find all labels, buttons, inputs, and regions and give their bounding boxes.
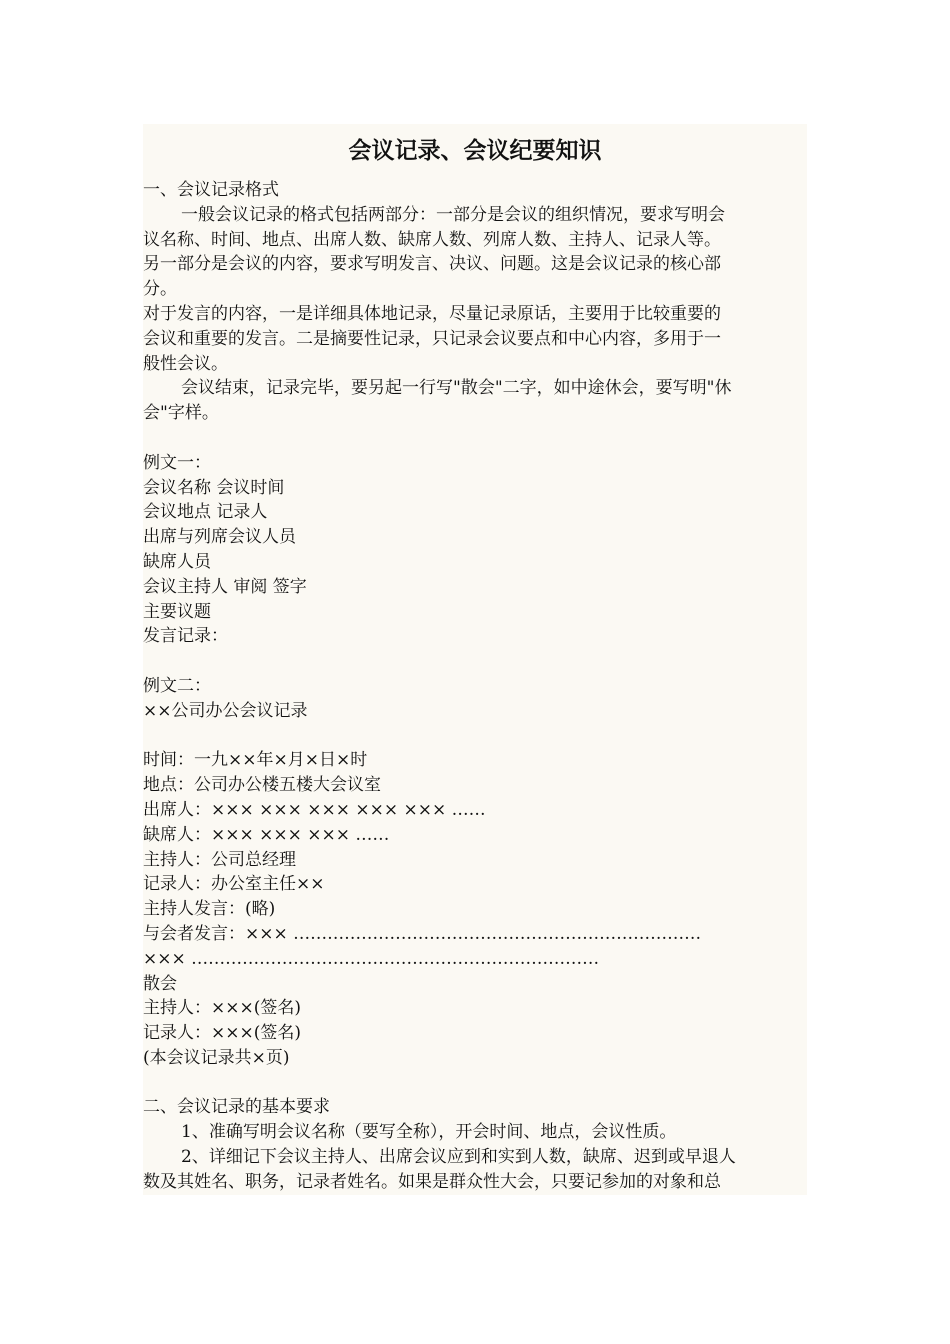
text-line: 会议结束，记录完毕，要另起一行写"散会"二字，如中途休会，要写明"休 (181, 378, 732, 399)
text-line: ××公司办公会议记录 (143, 700, 308, 721)
text-line: 主要议题 (143, 601, 211, 622)
text-line: 例文二： (143, 675, 211, 696)
text-line: 一、会议记录格式 (143, 180, 279, 200)
text-line: 记录人：办公室主任×× (143, 874, 325, 895)
text-line: 时间：一九××年×月×日×时 (143, 750, 368, 771)
text-line: 二、会议记录的基本要求 (143, 1097, 330, 1118)
text-line: 主持人：×××(签名) (143, 998, 301, 1019)
text-line: 例文一： (143, 452, 211, 473)
text-line: 主持人发言：(略) (143, 899, 276, 920)
text-line: 2、详细记下会议主持人、出席会议应到和实到人数，缺席、迟到或早退人 (181, 1147, 736, 1168)
text-line: 会议名称 会议时间 (143, 477, 285, 498)
text-line: 对于发言的内容，一是详细具体地记录，尽量记录原话，主要用于比较重要的 (143, 303, 721, 324)
document-title: 会议记录、会议纪要知识 (348, 138, 602, 164)
text-line: 分。 (143, 279, 177, 300)
text-line: (本会议记录共×页) (143, 1047, 290, 1068)
text-line: 会议主持人 审阅 签字 (143, 576, 307, 597)
text-line: 主持人：公司总经理 (143, 849, 296, 870)
text-line: 会"字样。 (143, 403, 219, 424)
document-body (143, 178, 807, 1195)
blank-line (143, 724, 807, 749)
text-line: 会议和重要的发言。二是摘要性记录，只记录会议要点和中心内容，多用于一 (143, 328, 721, 349)
text-line: 发言记录： (143, 626, 228, 647)
text-line: 记录人：×××(签名) (143, 1023, 301, 1044)
text-line: 会议地点 记录人 (143, 502, 268, 523)
text-line: 1、准确写明会议名称（要写全称），开会时间、地点，会议性质。 (181, 1122, 677, 1143)
text-line: 出席人：××× ××× ××× ××× ××× …… (143, 799, 486, 820)
text-line: 地点：公司办公楼五楼大会议室 (143, 775, 381, 796)
text-line: 般性会议。 (143, 353, 228, 374)
text-line: 议名称、时间、地点、出席人数、缺席人数、列席人数、主持人、记录人等。 (143, 229, 721, 250)
text-line: 散会 (143, 973, 177, 994)
text-line: 出席与列席会议人员 (143, 527, 296, 548)
text-line: 缺席人员 (143, 551, 211, 572)
text-line: 数及其姓名、职务，记录者姓名。如果是群众性大会，只要记参加的对象和总 (143, 1171, 721, 1192)
text-line: ××× ……………………………………………………………… (143, 948, 600, 969)
blank-line (143, 426, 807, 451)
text-line: 与会者发言：××× ……………………………………………………………… (143, 923, 702, 944)
document-page (143, 124, 807, 1195)
text-line: 另一部分是会议的内容，要求写明发言、决议、问题。这是会议记录的核心部 (143, 254, 721, 275)
blank-line (143, 1071, 807, 1096)
blank-line (143, 649, 807, 674)
text-line: 缺席人：××× ××× ××× …… (143, 824, 390, 845)
text-line: 一般会议记录的格式包括两部分：一部分是会议的组织情况，要求写明会 (181, 204, 725, 225)
